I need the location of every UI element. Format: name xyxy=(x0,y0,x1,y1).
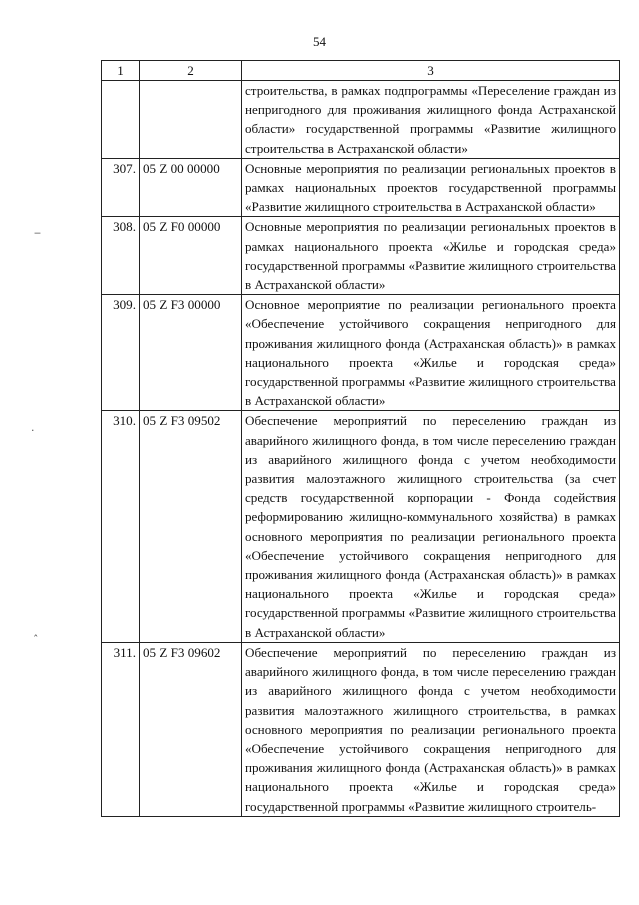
scan-speck: ‒ xyxy=(34,226,41,239)
table-header xyxy=(102,61,620,81)
column-header-number: 1 xyxy=(102,61,140,81)
row-number: 309. xyxy=(102,295,140,411)
table-row xyxy=(102,217,620,295)
table-row xyxy=(102,295,620,411)
row-code xyxy=(140,81,242,159)
table-row xyxy=(102,81,620,159)
row-code: 05 Z 00 00000 xyxy=(140,158,242,217)
scan-speck: ˆ xyxy=(33,633,39,646)
row-description: Обеспечение мероприятий по переселению граждан из аварийного жилищного фонда, в том числе переселению граждан из аварийного жилищного фонда с учетом необходимости развития малоэтажного жилищного строительства (за счет средств государственной корпорации - Фонда содействия реформированию жилищно-коммунального хозяйства) в рамках основного мероприятия по реализации регионального проекта «Обеспечение устойчивого сокращения непригодного для проживания жилищного фонда (Астраханская область)» в рамках национального проекта «Жилье и городская среда» государственной программы «Развитие жилищного строительства в Астраханской области» xyxy=(242,411,620,642)
row-number: 310. xyxy=(102,411,140,642)
scan-speck: · xyxy=(31,424,35,437)
page-number: 54 xyxy=(313,34,326,49)
row-description: строительства, в рамках подпрограммы «Переселение граждан из непригодного для проживания жилищного фонда Астраханской области» государственной программы «Развитие жилищного строительства в Астраханской области» xyxy=(242,81,620,159)
row-number: 307. xyxy=(102,158,140,217)
row-number: 311. xyxy=(102,642,140,816)
table-body xyxy=(102,81,620,817)
table-row xyxy=(102,411,620,642)
table-row xyxy=(102,642,620,816)
row-number xyxy=(102,81,140,159)
row-description: Основные мероприятия по реализации региональных проектов в рамках национального проекта «Жилье и городская среда» государственной программы «Развитие жилищного строительства в Астраханской области» xyxy=(242,217,620,295)
column-header-description: 3 xyxy=(242,61,620,81)
row-code: 05 Z F3 09502 xyxy=(140,411,242,642)
row-number: 308. xyxy=(102,217,140,295)
budget-classification-table xyxy=(101,60,620,817)
row-description: Основное мероприятие по реализации регионального проекта «Обеспечение устойчивого сокращения непригодного для проживания жилищного фонда (Астраханская область)» в рамках национального проекта «Жилье и городская среда» государственной программы «Развитие жилищного строительства в Астраханской области» xyxy=(242,295,620,411)
row-description: Обеспечение мероприятий по переселению граждан из аварийного жилищного фонда, в том числе переселению граждан из аварийного жилищного фонда с учетом необходимости развития малоэтажного жилищного строительства, в рамках основного мероприятия по реализации регионального проекта «Обеспечение устойчивого сокращения непригодного для проживания жилищного фонда (Астраханская область)» в рамках национального проекта «Жилье и городская среда» государственной программы «Развитие жилищного строитель- xyxy=(242,642,620,816)
column-header-code: 2 xyxy=(140,61,242,81)
row-code: 05 Z F3 09602 xyxy=(140,642,242,816)
row-code: 05 Z F0 00000 xyxy=(140,217,242,295)
row-code: 05 Z F3 00000 xyxy=(140,295,242,411)
row-description: Основные мероприятия по реализации региональных проектов в рамках национальных проектов государственной программы «Развитие жилищного строительства в Астраханской области» xyxy=(242,158,620,217)
table-row xyxy=(102,158,620,217)
header-row xyxy=(102,61,620,81)
